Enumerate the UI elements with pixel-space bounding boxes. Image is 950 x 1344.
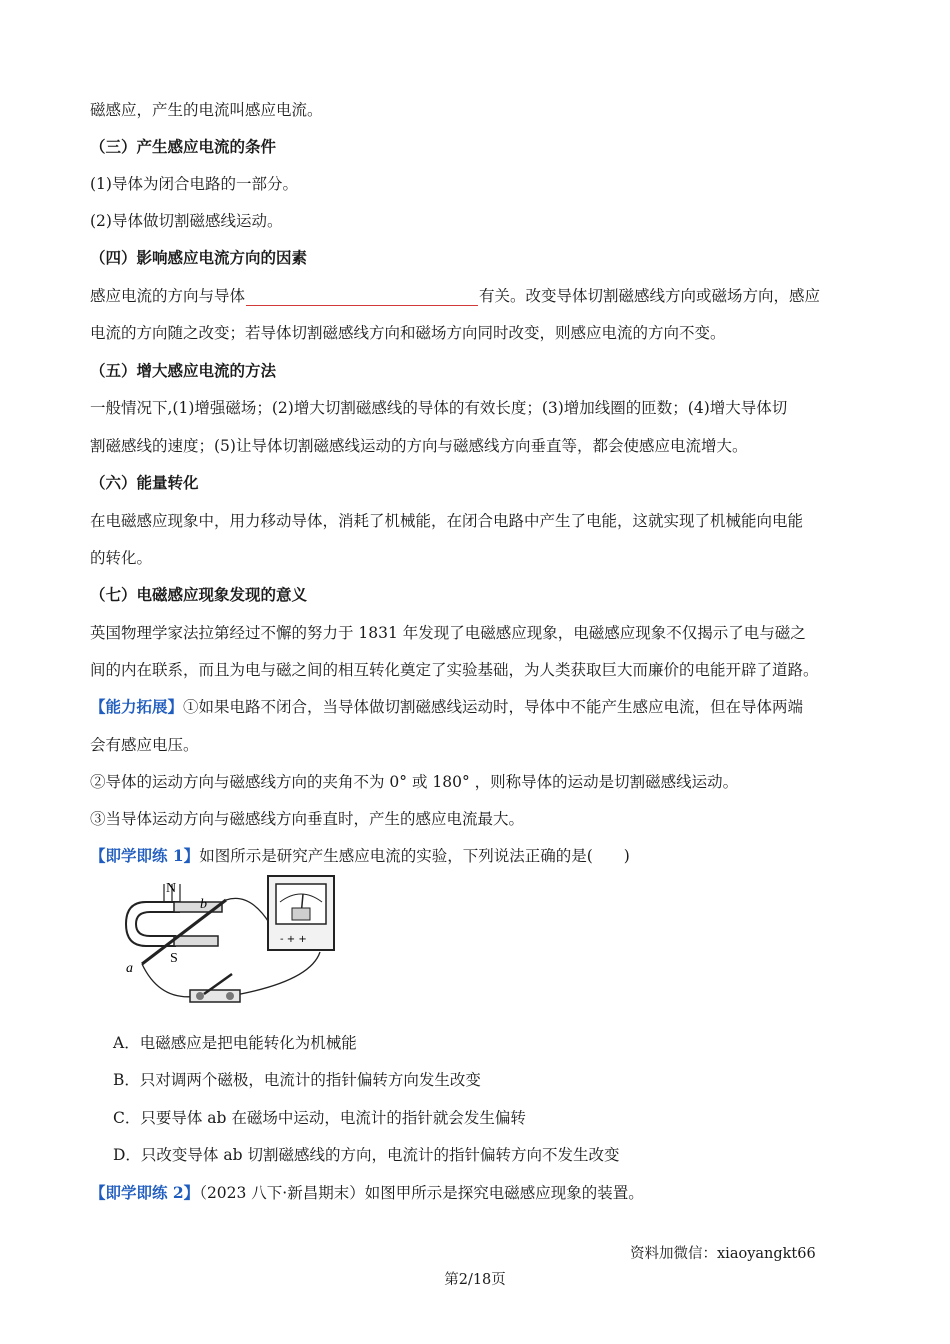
text-fragment: ①如果电路不闭合，当导体做切割磁感线运动时，导体中不能产生感应电流，但在导体两端 [183,698,804,716]
end-label-b: b [200,897,207,912]
text-line: 的转化。 [90,549,153,567]
text-fragment: 感应电流的方向与导体 [90,287,246,305]
extension-line [90,697,870,717]
text-fragment: （2023 八下·新昌期末）如图甲所示是探究电磁感应现象的装置。 [199,1184,644,1202]
text-line: 英国物理学家法拉第经过不懈的努力于 1831 年发现了电磁感应现象，电磁感应现象不仅揭示了电与磁之 [90,624,806,642]
pole-label-s: S [170,951,178,966]
section-heading-4: （四）影响感应电流方向的因素 [90,248,308,267]
question-label: 【即学即练 1】 [90,846,200,865]
text-line: 会有感应电压。 [90,736,199,754]
footer-wechat: 资料加微信：xiaoyangkt66 [630,1246,816,1262]
option-b[interactable]: B．只对调两个磁极，电流计的指针偏转方向发生改变 [113,1071,481,1089]
answer-blank[interactable] [246,287,478,306]
text-line: (2)导体做切割磁感线运动。 [90,212,283,230]
option-a[interactable]: A．电磁感应是把电能转化为机械能 [113,1034,357,1052]
text-line: ②导体的运动方向与磁感线方向的夹角不为 0° 或 180° ，则称导体的运动是切割磁感线运动。 [90,773,739,791]
question-label: 【即学即练 2】 [90,1183,200,1202]
induction-experiment-figure [120,872,410,1014]
end-label-a: a [126,961,133,976]
section-heading-5: （五）增大感应电流的方法 [90,361,277,380]
text-line: 间的内在联系，而且为电与磁之间的相互转化奠定了实验基础，为人类获取巨大而廉价的电能开辟了道路。 [90,661,819,679]
wire [230,952,320,996]
option-c[interactable]: C．只要导体 ab 在磁场中运动，电流计的指针就会发生偏转 [113,1109,526,1127]
page-number: 第2/18页 [444,1272,506,1288]
galvanometer-terminals: - + + [280,934,307,945]
text-line: (1)导体为闭合电路的一部分。 [90,175,298,193]
text-fragment: 有关。改变导体切割磁感线方向或磁场方向，感应 [479,287,821,305]
section-heading-3: （三）产生感应电流的条件 [90,137,277,156]
text-line: ③当导体运动方向与磁感线方向垂直时，产生的感应电流最大。 [90,810,525,828]
text-line: 割磁感线的速度；(5)让导体切割磁感线运动的方向与磁感线方向垂直等，都会使感应电流增大。 [90,437,748,455]
section-heading-7: （七）电磁感应现象发现的意义 [90,585,308,604]
text-line: 磁感应，产生的电流叫感应电流。 [90,101,323,119]
section-heading-6: （六）能量转化 [90,473,199,492]
fill-blank-line [90,286,870,306]
text-line: 在电磁感应现象中，用力移动导体，消耗了机械能，在闭合电路中产生了电能，这就实现了机械能向电能 [90,512,804,530]
text-fragment: 如图所示是研究产生感应电流的实验，下列说法正确的是( ) [199,847,630,865]
magnet-south-pole [174,936,218,946]
question-2-stem [90,1183,870,1203]
galvanometer [268,876,334,950]
extension-label: 【能力拓展】 [90,697,184,716]
switch [190,974,240,1002]
question-1-stem [90,846,870,866]
text-line: 电流的方向随之改变；若导体切割磁感线方向和磁场方向同时改变，则感应电流的方向不变。 [90,324,726,342]
text-line: 一般情况下,(1)增强磁场；(2)增大切割磁感线的导体的有效长度；(3)增加线圈的匝数；(4)增大导体切 [90,399,788,417]
option-d[interactable]: D．只改变导体 ab 切割磁感线的方向，电流计的指针偏转方向不发生改变 [113,1146,620,1164]
magnet-inner-outline [136,912,180,936]
pole-label-n: N [166,881,177,896]
